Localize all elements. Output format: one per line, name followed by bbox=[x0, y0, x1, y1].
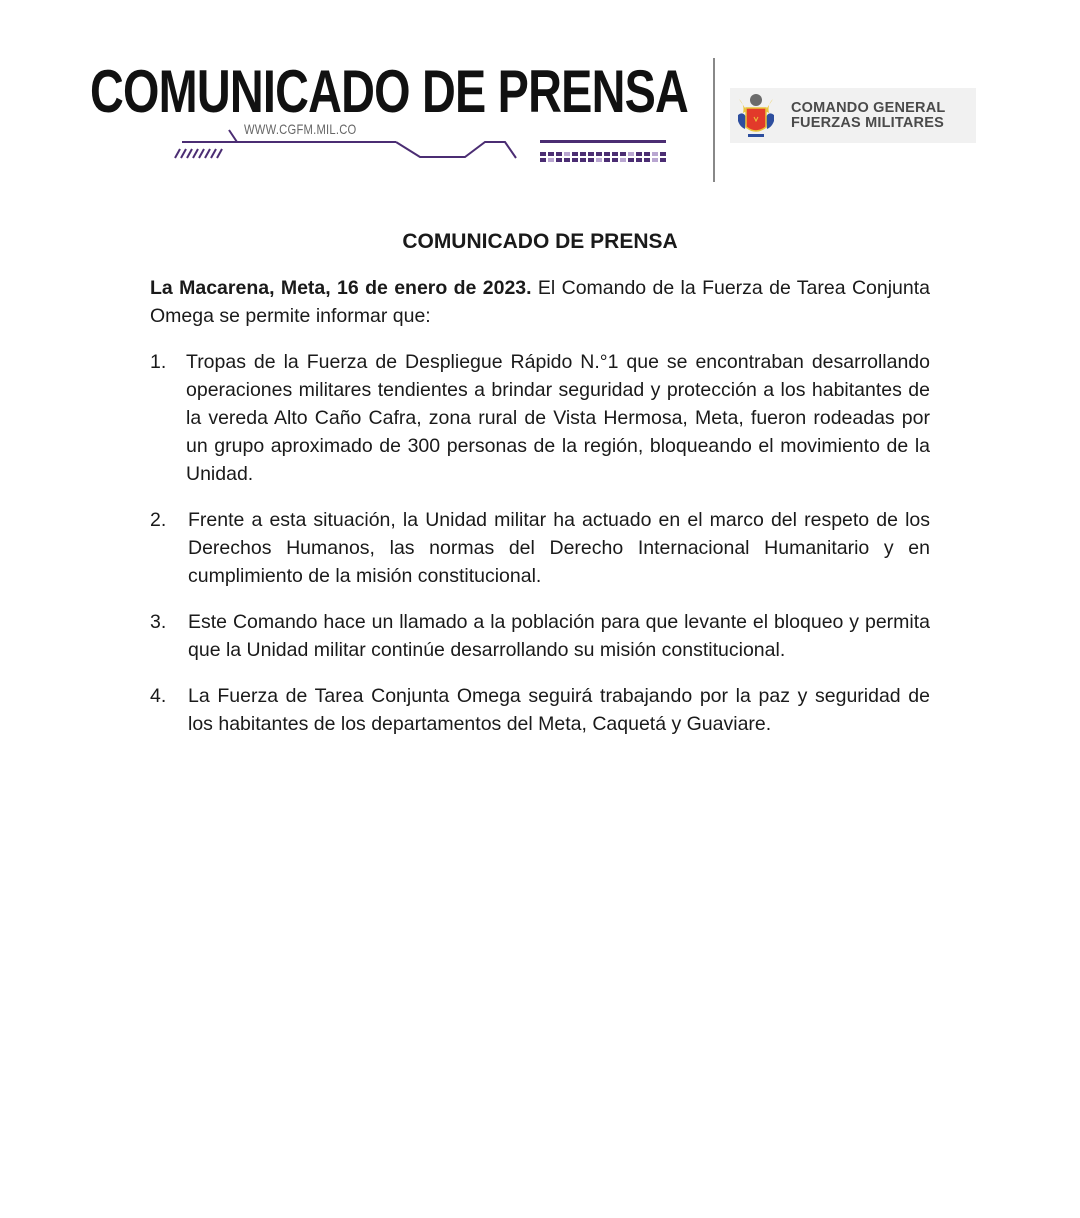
list-text: Frente a esta situación, la Unidad militar ha actuado en el marco del respeto de los Derechos Humanos, las normas del Derecho Internacional Humanitario y en cumplimiento de la misión constitucional. bbox=[188, 509, 930, 587]
intro-text: El Comando de la Fuerza de Tarea Conjunta Omega se permite informar que: bbox=[150, 277, 930, 327]
list-number: 4. bbox=[150, 685, 167, 707]
decorative-circuit-lines bbox=[160, 115, 680, 175]
coat-of-arms-icon bbox=[735, 91, 777, 141]
list-item bbox=[150, 608, 930, 664]
document-title: COMUNICADO DE PRENSA bbox=[402, 230, 678, 253]
list-number: 2. bbox=[150, 509, 167, 531]
letterhead bbox=[0, 0, 1080, 200]
cgfm-logo bbox=[730, 88, 976, 143]
list-number: 1. bbox=[150, 351, 167, 373]
list-item bbox=[150, 506, 930, 590]
header-divider bbox=[713, 58, 715, 182]
press-release-body bbox=[150, 228, 930, 756]
brand-line-2: FUERZAS MILITARES bbox=[791, 114, 944, 131]
dateline: La Macarena, Meta, 16 de enero de 2023. bbox=[150, 277, 532, 299]
brand-line-1: COMANDO GENERAL bbox=[791, 99, 946, 116]
list-text: Este Comando hace un llamado a la población para que levante el bloqueo y permita que la Unidad militar continúe desarrollando su misión constitucional. bbox=[188, 611, 930, 661]
intro-paragraph bbox=[150, 274, 930, 330]
list-text: Tropas de la Fuerza de Despliegue Rápido N.°1 que se encontraban desarrollando operaciones militares tendientes a brindar seguridad y protección a los habitantes de la vereda Alto Caño Cafra, zona rural de Vista Hermosa, Meta, fueron rodeadas por un grupo aproximado de 300 personas de la región, bloqueando el movimiento de la Unidad. bbox=[186, 351, 930, 485]
list-text: La Fuerza de Tarea Conjunta Omega seguirá trabajando por la paz y seguridad de los habitantes de los departamentos del Meta, Caquetá y Guaviare. bbox=[188, 685, 930, 735]
list-item bbox=[150, 682, 930, 738]
masthead-title: COMUNICADO DE PRENSA bbox=[90, 58, 689, 125]
website-url: WWW.CGFM.MIL.CO bbox=[244, 121, 357, 137]
list-number: 3. bbox=[150, 611, 167, 633]
list-item bbox=[150, 348, 930, 488]
